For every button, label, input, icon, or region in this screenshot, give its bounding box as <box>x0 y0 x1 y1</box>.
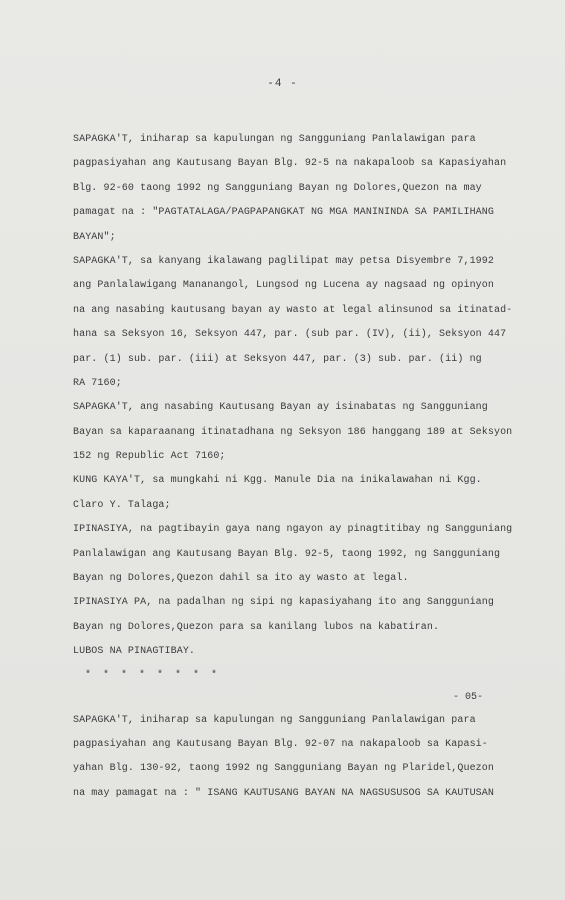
text-line: KUNG KAYA'T, sa mungkahi ni Kgg. Manule Dia na inikalawahan ni Kgg. <box>73 475 482 487</box>
text-line: pagpasiyahan ang Kautusang Bayan Blg. 92-5 na nakapaloob sa Kapasiyahan <box>73 158 507 170</box>
text-line: pamagat na : "PAGTATALAGA/PAGPAPANGKAT NG MGA MANININDA SA PAMILIHANG <box>73 207 494 219</box>
text-line: SAPAGKA'T, iniharap sa kapulungan ng Sangguniang Panlalawigan para <box>73 134 476 145</box>
text-line: LUBOS NA PINAGTIBAY. <box>73 646 196 658</box>
resolution-05 <box>73 709 543 807</box>
text-line: na ang nasabing kautusang bayan ay wasto at legal alinsunod sa itinatad- <box>73 304 513 316</box>
document-body <box>73 128 543 806</box>
text-line: SAPAGKA'T, ang nasabing Kautusang Bayan ay isinabatas ng Sangguniang <box>73 402 488 414</box>
text-line: ang Panlalawigang Mananangol, Lungsod ng Lucena ay nagsaad ng opinyon <box>73 280 494 292</box>
text-line: SAPAGKA'T, sa kanyang ikalawang paglilipat may petsa Disyembre 7,1992 <box>73 255 494 267</box>
text-line: Panlalawigan ang Kautusang Bayan Blg. 92-5, taong 1992, ng Sangguniang <box>73 548 501 560</box>
text-line: Bayan ng Dolores,Quezon dahil sa ito ay wasto at legal. <box>73 573 409 585</box>
resolution-04 <box>73 128 543 665</box>
text-line: na may pamagat na : " ISANG KAUTUSANG BAYAN NA NAGSUSUSOG SA KAUTUSAN <box>73 787 494 799</box>
text-line: Bayan ng Dolores,Quezon para sa kanilang lubos na kabatiran. <box>73 621 440 633</box>
page-number: -4 - <box>267 78 298 90</box>
text-line: RA 7160; <box>73 377 122 389</box>
text-line: BAYAN"; <box>73 231 116 243</box>
text-line: IPINASIYA, na pagtibayin gaya nang ngayon ay pinagtitibay ng Sangguniang <box>73 524 513 536</box>
text-line: Blg. 92-60 taong 1992 ng Sangguniang Bayan ng Dolores,Quezon na may <box>73 182 482 194</box>
text-line: SAPAGKA'T, iniharap sa kapulungan ng Sangguniang Panlalawigan para <box>73 714 476 726</box>
separator-stars: * * * * * * * * <box>85 669 221 681</box>
text-line: Bayan sa kaparaanang itinatadhana ng Seksyon 186 hanggang 189 at Seksyon <box>73 426 513 438</box>
text-line: yahan Blg. 130-92, taong 1992 ng Sangguniang Bayan ng Plaridel,Quezon <box>73 763 494 775</box>
text-line: IPINASIYA PA, na padalhan ng sipi ng kapasiyahang ito ang Sangguniang <box>73 597 494 609</box>
text-line: par. (1) sub. par. (iii) at Seksyon 447, par. (3) sub. par. (ii) ng <box>73 353 482 365</box>
text-line: pagpasiyahan ang Kautusang Bayan Blg. 92-07 na nakapaloob sa Kapasi- <box>73 738 488 750</box>
section-number: - 05- <box>452 691 483 703</box>
text-line: Claro Y. Talaga; <box>73 499 171 511</box>
text-line: 152 ng Republic Act 7160; <box>73 451 226 463</box>
text-line: hana sa Seksyon 16, Seksyon 447, par. (sub par. (IV), (ii), Seksyon 447 <box>73 329 507 341</box>
